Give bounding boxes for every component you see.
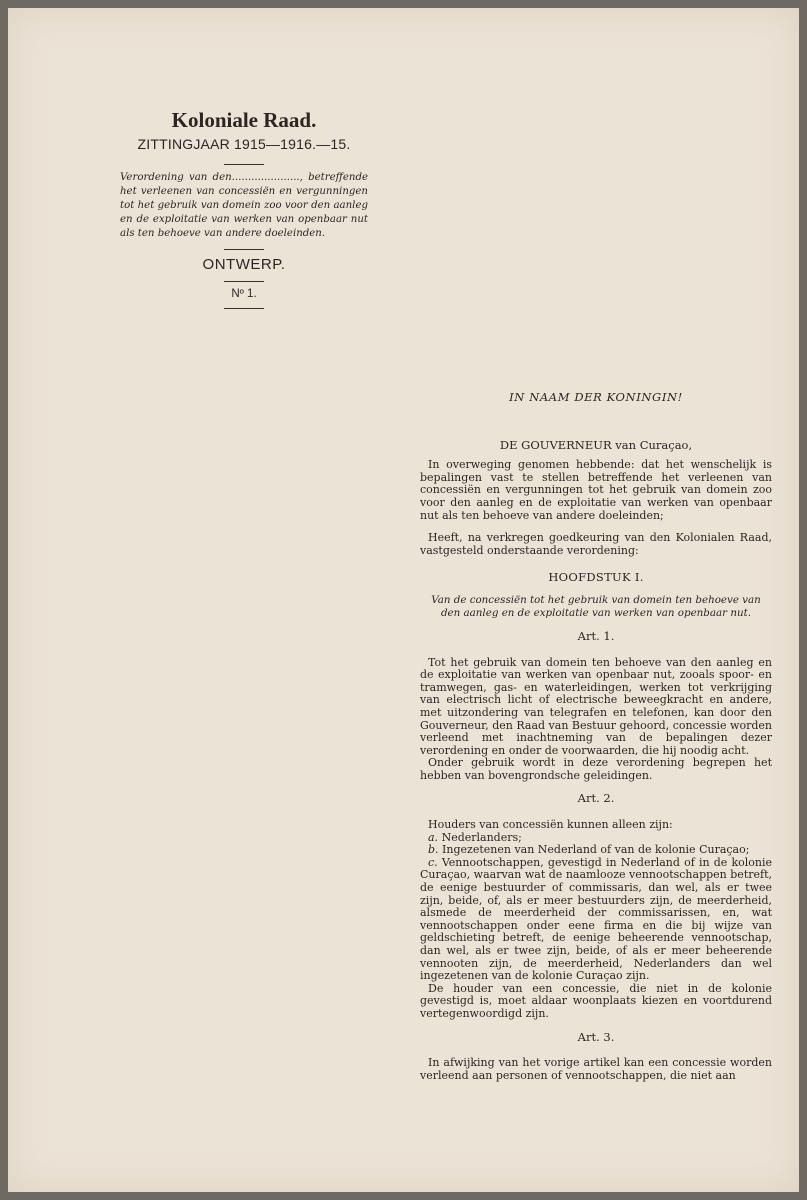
article-3-heading: Art. 3. — [577, 1029, 615, 1044]
considering-paragraph: In overweging genomen hebbende: dat het wenschelijk is bepalingen vast te stellen betreffende het verleenen van concessiën en vergunningen tot het gebruik van domein zoo voor den aanleg en de exploitatie van werken van openbaar nut als ten behoeve van andere doeleinden; — [420, 458, 772, 522]
chapter-heading: HOOFDSTUK I. — [548, 570, 644, 585]
governor-line: DE GOUVERNEUR van Curaçao, — [499, 437, 693, 452]
draft-label: ONTWERP. — [202, 256, 286, 273]
council-title: Koloniale Raad. — [171, 108, 317, 132]
divider — [224, 249, 264, 250]
article-2-intro: Houders van concessiën kunnen alleen zijn: — [428, 818, 673, 832]
list-item: c. Vennootschappen, gevestigd in Nederland of in de kolonie Curaçao, waarvan wat de naamlooze vennootschappen betreft, de eenige bestuurder of commissaris, dan wel, als er twee zijn, beide, of, als er meer bestuurders zijn, de meerderheid, alsmede de meerderheid der commissarissen, en, wat vennootschappen onder eene firma en die bij wijze van geldschieting betreft, de eenige beheerende vennootschap, dan wel, als er twee zijn, beide, of als er meer beheerende vennooten zijn, de meerderheid, Nederlanders dan wel ingezetenen van de kolonie Curaçao zijn. — [420, 855, 772, 983]
enacted-paragraph: Heeft, na verkregen goedkeuring van den Kolonialen Raad, vastgesteld onderstaande verordening: — [420, 531, 772, 557]
article-1-heading: Art. 1. — [577, 628, 615, 643]
chapter-subtitle: Van de concessiën tot het gebruik van domein ten behoeve van den aanleg en de exploitatie van werken van openbaar nut. — [431, 593, 761, 619]
document-number: Nº 1. — [231, 288, 257, 300]
document-header — [118, 108, 370, 315]
article-3-paragraph: In afwijking van het vorige artikel kan een concessie worden verleend aan personen of vennootschappen, die niet aan — [420, 1056, 772, 1082]
list-item: a. Nederlanders; — [428, 830, 522, 844]
article-2-paragraph: De houder van een concessie, die niet in de kolonie gevestigd is, moet aldaar woonplaats kiezen en voortdurend vertegenwoordigd zijn. — [420, 981, 772, 1020]
invocation: IN NAAM DER KONINGIN! — [509, 390, 683, 404]
list-item: b. Ingezetenen van Nederland of van de kolonie Curaçao; — [428, 843, 750, 857]
article-1-paragraph: Tot het gebruik van domein ten behoeve van den aanleg en de exploitatie van werken van openbaar nut, zooals spoor- en tramwegen, gas- en waterleidingen, werken tot verkrijging van electrisch licht of electrische beweegkracht en andere, met uitzondering van telegrafen en telefonen, kan door den Gouverneur, den Raad van Bestuur gehoord, concessie worden verleend met inachtneming van de bepalingen dezer verordening en onder de voorwaarden, die hij noodig acht. — [420, 655, 772, 757]
article-1-paragraph: Onder gebruik wordt in deze verordening begrepen het hebben van bovengrondsche geleidingen. — [420, 756, 772, 782]
session-year: ZITTINGJAAR 1915—1916.—15. — [137, 136, 351, 152]
article-2-heading: Art. 2. — [577, 791, 615, 806]
divider — [224, 164, 264, 165]
divider — [224, 281, 264, 282]
ordinance-body — [420, 391, 772, 1082]
document-page — [8, 8, 799, 1192]
ordinance-description: Verordening van den....................., betreffende het verleenen van concessiën en vergunningen tot het gebruik van domein zoo voor den aanleg en de exploitatie van werken van openbaar nut als ten behoeve van andere doeleinden. — [120, 172, 368, 239]
divider — [224, 308, 264, 309]
